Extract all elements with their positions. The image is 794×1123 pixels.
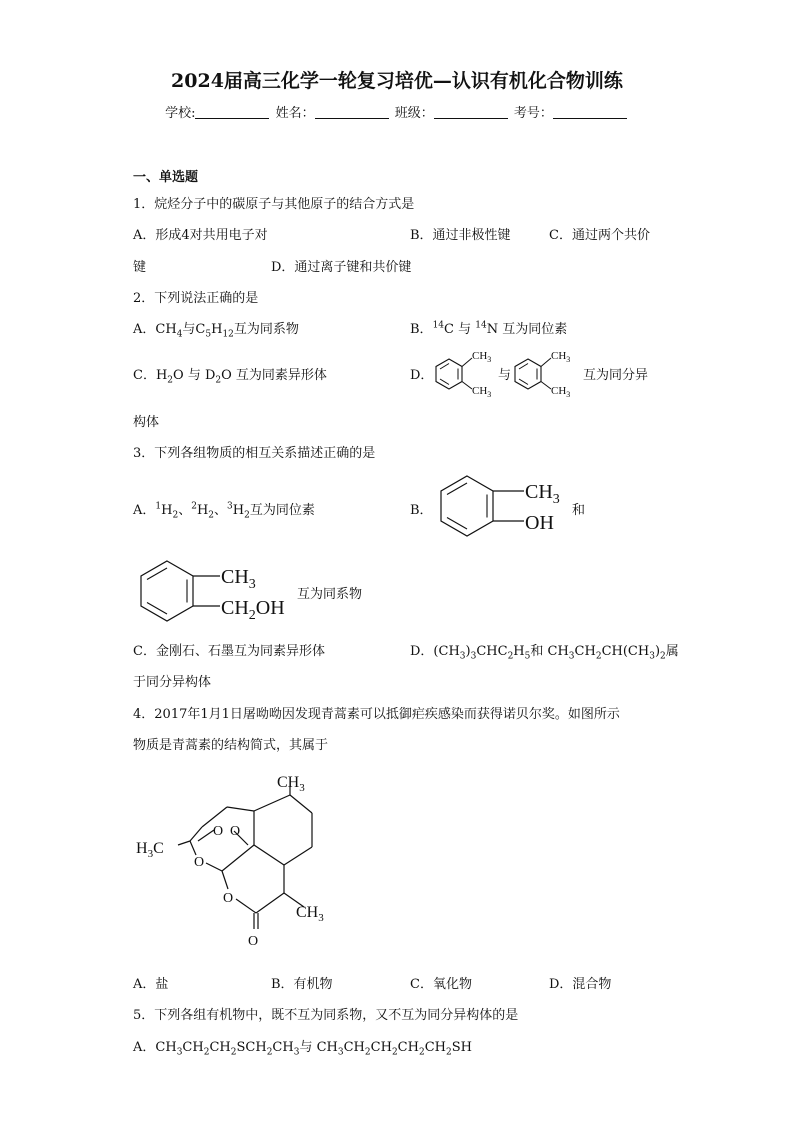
q1-option-a[interactable]: A．形成4对共用电子对 [133, 228, 268, 243]
class-label: 班级： [394, 106, 434, 121]
svg-text:O: O [194, 855, 205, 870]
q3-option-b-and: 和 [572, 503, 586, 518]
name-blank[interactable] [315, 106, 389, 119]
svg-text:CH3: $CH_3$ [472, 350, 492, 364]
svg-text:CH3: $CH_3$ [296, 904, 324, 924]
q2-option-d-text: 互为同分异 [583, 368, 649, 383]
q5-stem: 5．下列各组有机物中，既不互为同系物，又不互为同分异构体的是 [133, 1008, 519, 1023]
q4-option-c[interactable]: C．氧化物 [410, 977, 472, 992]
svg-text:CH3: $CH_3$ [221, 566, 256, 592]
q1-option-c[interactable]: C．通过两个共价 [549, 228, 650, 243]
page-title: 2024届高三化学一轮复习培优—认识有机化合物训练 [171, 70, 623, 92]
svg-text:O: O [230, 824, 241, 839]
svg-text:O: O [213, 824, 224, 839]
q3-option-d-cont: 于同分异构体 [133, 675, 212, 690]
svg-text:CH2OH: $CH_2OH$ [221, 597, 285, 623]
q3-methylbenzyl-alcohol-structure [132, 557, 297, 629]
q4-option-b[interactable]: B．有机物 [271, 977, 333, 992]
q3-option-b-text: 互为同系物 [297, 587, 363, 602]
q3-option-b-label[interactable]: B． [410, 503, 433, 518]
svg-text:CH3: $CH_3$ [551, 350, 571, 364]
q3-stem: 3．下列各组物质的相互关系描述正确的是 [133, 446, 376, 461]
q4-option-a[interactable]: A．盐 [133, 977, 169, 992]
svg-text:CH3: $CH_3$ [277, 774, 305, 794]
svg-text:O: O [223, 891, 234, 906]
student-info-line [0, 102, 794, 121]
q2-o-xylene-structure [432, 346, 498, 399]
svg-text:OH: OH [525, 512, 554, 534]
q4-stem-line1: 4．2017年1月1日屠呦呦因发现青蒿素可以抵御疟疾感染而获得诺贝尔奖。如图所示 [133, 707, 620, 722]
exam-no-blank[interactable] [553, 106, 627, 119]
exam-no-label: 考号： [513, 106, 553, 121]
school-blank[interactable] [195, 106, 269, 119]
section-heading: 一、单选题 [133, 170, 199, 185]
q2-option-d-joiner: 与 [498, 368, 512, 383]
q2-stem: 2．下列说法正确的是 [133, 291, 259, 306]
q5-option-a[interactable]: A．$CH_3CH_2CH_2SCH_2CH_3$与 $CH_3CH_2CH_2CH_2CH_2SH$ [133, 1040, 472, 1058]
q4-option-d[interactable]: D．混合物 [549, 977, 612, 992]
q4-stem-line2: 物质是青蒿素的结构简式，其属于 [133, 738, 329, 753]
q3-option-d[interactable]: D．$(CH_3)_3CHC_2H_5$和 $CH_3CH_2CH(CH_3)_2$属 [410, 644, 679, 662]
q2-option-c[interactable]: C．$H_2O$ 与 $D_2O$ 互为同素异形体 [133, 368, 327, 386]
q1-stem: 1．烷烃分子中的碳原子与其他原子的结合方式是 [133, 197, 415, 212]
svg-text:H3C: $H_3C$ [136, 840, 164, 860]
q1-option-b[interactable]: B．通过非极性键 [410, 228, 511, 243]
q2-option-d-cont: 构体 [133, 415, 160, 430]
svg-text:O: O [248, 934, 259, 949]
artemisinin-structure [132, 765, 342, 955]
q3-option-c[interactable]: C．金刚石、石墨互为同素异形体 [133, 644, 325, 659]
q2-option-d-label[interactable]: D． [410, 368, 434, 383]
q3-o-cresol-structure [432, 470, 572, 542]
svg-text:CH3: $CH_3$ [525, 481, 560, 507]
q3-option-a[interactable]: A．$^1H_2$、$^2H_2$、$^3H_2$互为同位素 [133, 501, 315, 521]
q2-option-a[interactable]: A．$CH_4$与$C_5H_{12}$互为同系物 [133, 322, 299, 340]
q2-p-xylene-structure [511, 346, 579, 399]
school-label: 学校: [165, 106, 196, 121]
name-label: 姓名： [275, 106, 315, 121]
svg-text:CH3: $CH_3$ [472, 385, 492, 399]
q1-option-c-cont: 键 [133, 260, 147, 275]
q1-option-d[interactable]: D．通过离子键和共价键 [271, 260, 412, 275]
q2-option-b[interactable]: B．$^{14}$C 与 $^{14}$N 互为同位素 [410, 320, 568, 337]
svg-text:CH3: $CH_3$ [551, 385, 571, 399]
class-blank[interactable] [434, 106, 508, 119]
